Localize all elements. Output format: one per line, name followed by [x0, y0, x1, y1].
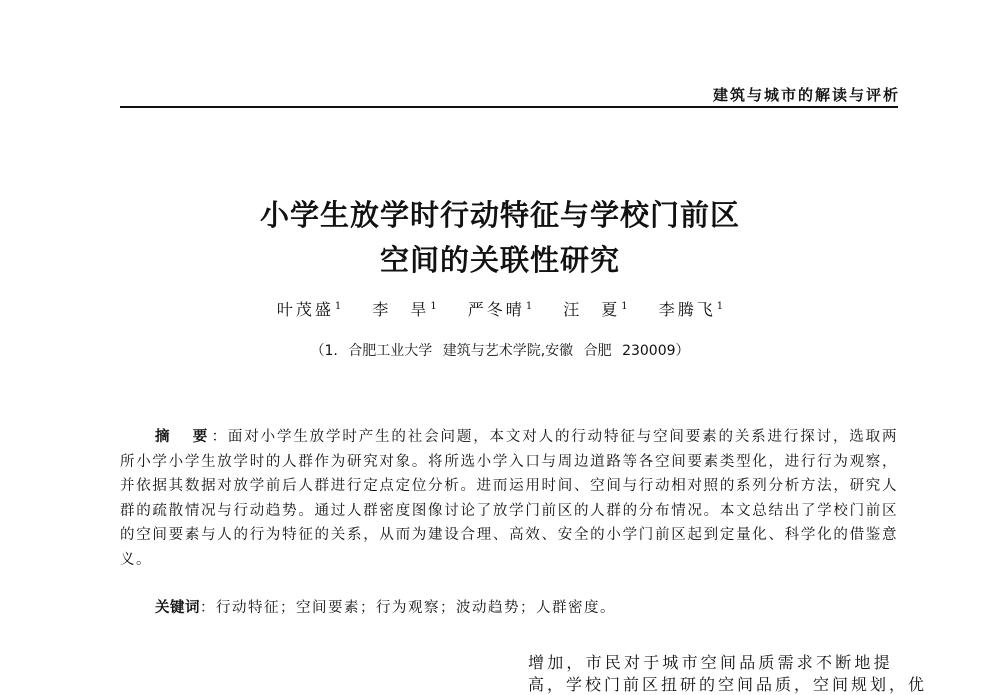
author-name: 严冬晴: [467, 300, 525, 319]
affiliation: （1. 合肥工业大学 建筑与艺术学院,安徽 合肥 230009）: [310, 343, 690, 359]
author-affiliation-mark: 1: [334, 300, 342, 312]
author-2: [372, 300, 436, 319]
author-4: [563, 300, 627, 319]
abstract-text: ：面对小学生放学时产生的社会问题，本文对人的行动特征与空间要素的关系进行探讨，选取两所小学小学生放学时的人群作为研究对象。将所选小学入口与周边道路等各空间要素类型化，进行行为观察，并依据其数据对放学前后人群进行定点定位分析。进而运用时间、空间与行动相对照的系列分析方法，研究人群的疏散情况与行动趋势。通过人群密度图像讨论了放学门前区的人群的分布情况。本文总结出了学校门前区的空间要素与人的行为特征的关系，从而为建设合理、高效、安全的小学门前区起到定量化、科学化的借鉴意义。: [120, 429, 899, 568]
author-affiliation-mark: 1: [525, 300, 533, 312]
paper-title-line-2: 空间的关联性研究: [379, 243, 620, 277]
keywords-label: 关键词: [155, 600, 200, 616]
author-affiliation-mark: 1: [621, 300, 628, 312]
body-text-line-2: 高，学校门前区扭研的空间品质，空间规划，优: [528, 675, 928, 694]
keywords: [155, 596, 616, 617]
keywords-text: ：行动特征；空间要素；行为观察；波动趋势；人群密度。: [200, 600, 616, 616]
author-name: 李 旱: [372, 300, 430, 319]
abstract: [120, 425, 898, 573]
author-affiliation-mark: 1: [430, 300, 437, 312]
paper-title-line-1: 小学生放学时行动特征与学校门前区: [259, 198, 740, 232]
header-rule: [120, 106, 898, 108]
author-name: 叶茂盛: [276, 300, 334, 319]
author-name: 李腾飞: [658, 300, 716, 319]
author-1: [277, 300, 341, 319]
body-text-line-1: 增加，市民对于城市空间品质需求不断地提: [528, 653, 893, 672]
running-head: 建筑与城市的解读与评析: [712, 86, 900, 104]
abstract-label: 摘 要: [155, 429, 212, 445]
author-name: 汪 夏: [563, 300, 621, 319]
author-5: [659, 300, 723, 319]
author-list: [0, 297, 1000, 320]
author-affiliation-mark: 1: [716, 300, 724, 312]
author-3: [468, 300, 532, 319]
